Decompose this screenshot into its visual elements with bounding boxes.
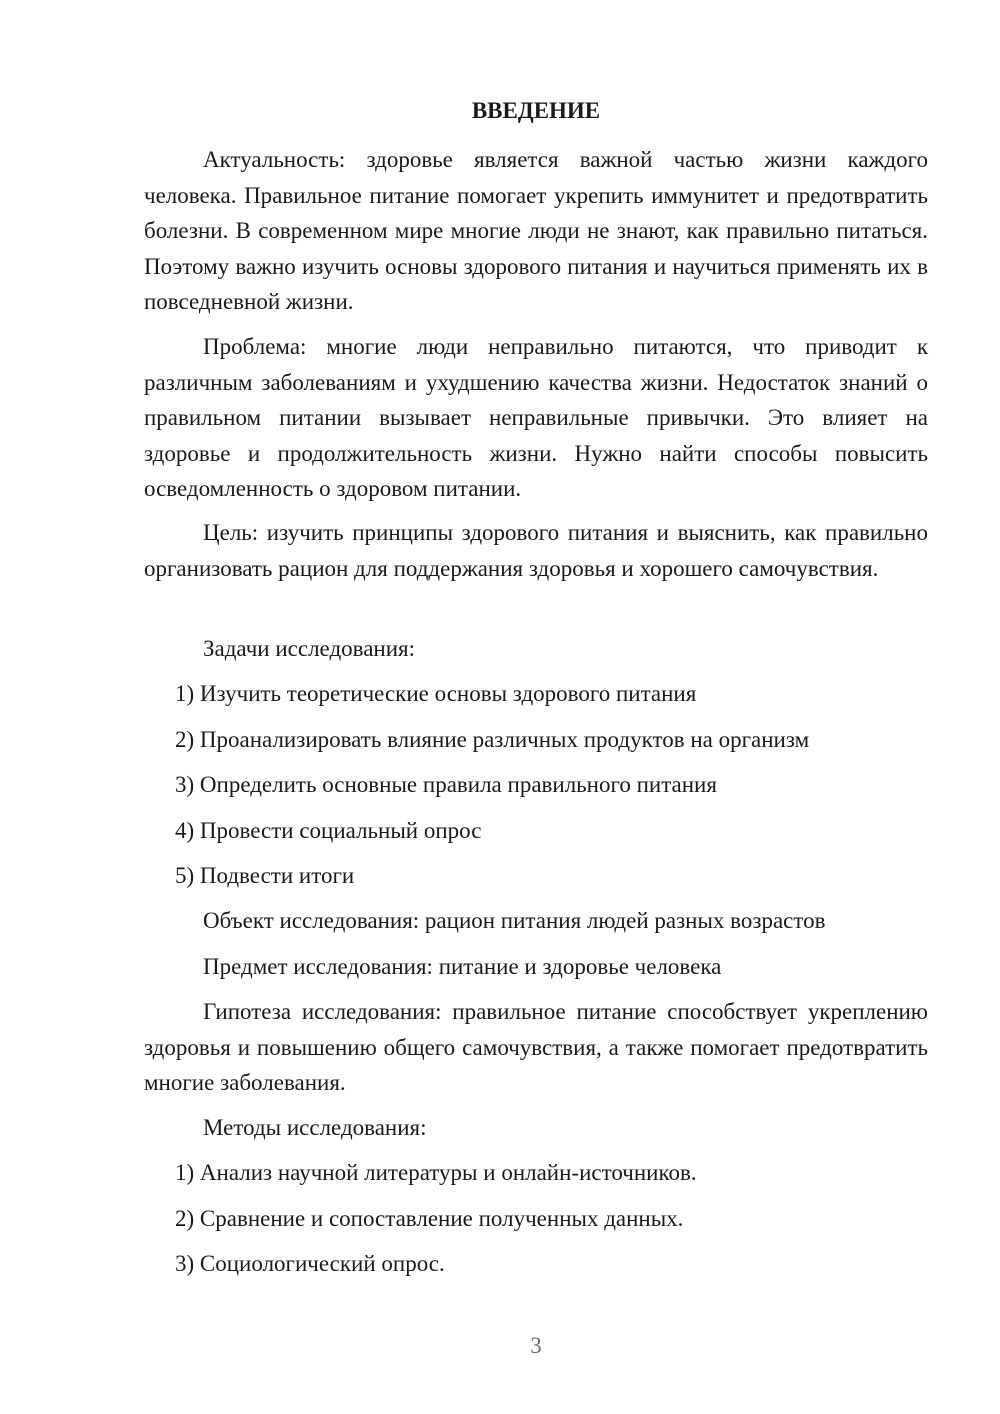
task-item: 4) Провести социальный опрос xyxy=(175,818,482,843)
task-item: 1) Изучить теоретические основы здорового питания xyxy=(175,681,697,706)
research-object: Объект исследования: рацион питания людей разных возрастов xyxy=(203,908,826,933)
methods-heading: Методы исследования: xyxy=(203,1115,427,1140)
goal-paragraph: Цель: изучить принципы здорового питания и выяснить, как правильно организовать рацион для поддержания здоровья и хорошего самочувствия. xyxy=(144,520,928,581)
relevance-paragraph: Актуальность: здоровье является важной частью жизни каждого человека. Правильное питание помогает укрепить иммунитет и предотвратить болезни. В современном мире многие люди не знают, как правильно питаться. Поэтому важно изучить основы здорового питания и научиться применять их в повседневной жизни. xyxy=(144,147,928,314)
task-item: 3) Определить основные правила правильного питания xyxy=(175,772,717,797)
problem-paragraph: Проблема: многие люди неправильно питаются, что приводит к различным заболеваниям и ухудшению качества жизни. Недостаток знаний о правильном питании вызывает неправильные привычки. Это влияет на здоровье и продолжительность жизни. Нужно найти способы повысить осведомленность о здоровом питании. xyxy=(144,334,928,501)
method-item: 1) Анализ научной литературы и онлайн-источников. xyxy=(175,1160,697,1185)
page-number: 3 xyxy=(530,1333,542,1358)
hypothesis-paragraph: Гипотеза исследования: правильное питание способствует укреплению здоровья и повышению общего самочувствия, а также помогает предотвратить многие заболевания. xyxy=(144,999,928,1095)
tasks-heading: Задачи исследования: xyxy=(203,636,416,661)
task-item: 2) Проанализировать влияние различных продуктов на организм xyxy=(175,727,810,752)
method-item: 3) Социологический опрос. xyxy=(175,1251,445,1276)
method-item: 2) Сравнение и сопоставление полученных данных. xyxy=(175,1206,684,1231)
research-subject: Предмет исследования: питание и здоровье человека xyxy=(203,954,722,979)
section-title: ВВЕДЕНИЕ xyxy=(471,98,601,123)
task-item: 5) Подвести итоги xyxy=(175,863,355,888)
